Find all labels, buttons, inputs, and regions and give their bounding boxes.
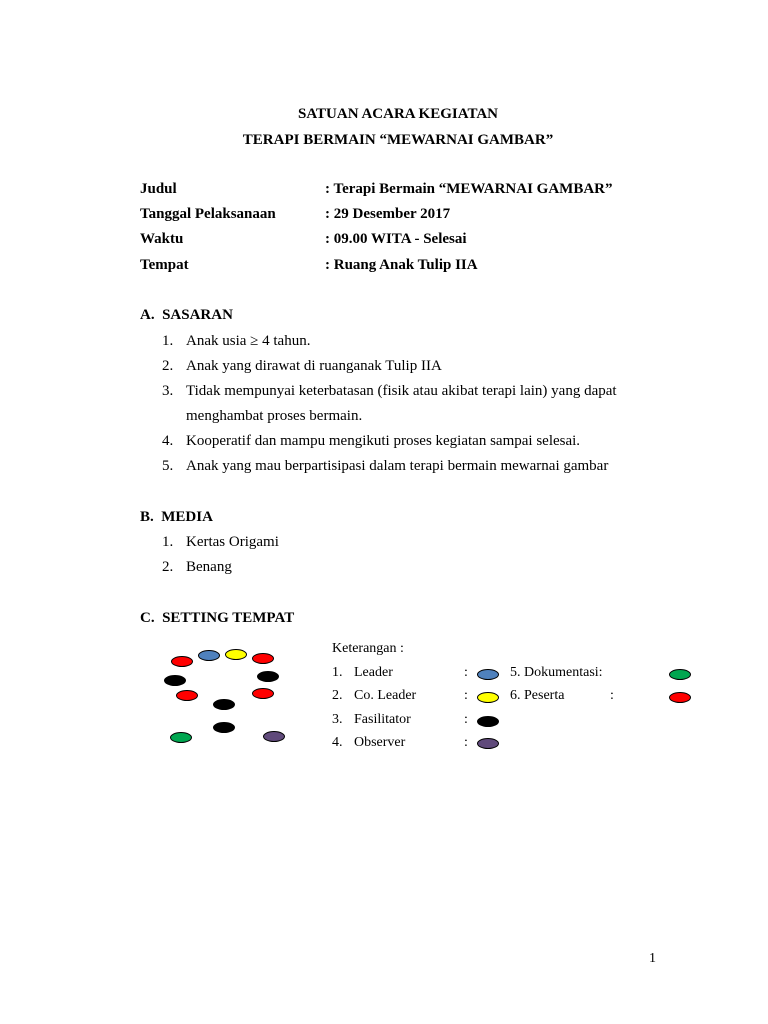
legend-number: 2. bbox=[332, 688, 343, 703]
seat-marker bbox=[252, 653, 274, 664]
legend-swatch bbox=[477, 692, 499, 703]
list-item-number: 4. bbox=[162, 433, 174, 449]
legend-swatch bbox=[669, 669, 691, 680]
list-item: Tidak mempunyai keterbatasan (fisik atau akibat terapi lain) yang dapat bbox=[186, 383, 617, 399]
info-value-waktu: : 09.00 WITA - Selesai bbox=[325, 231, 467, 247]
info-value-tempat: : Ruang Anak Tulip IIA bbox=[325, 257, 478, 273]
section-a-heading: A. SASARAN bbox=[140, 307, 233, 323]
title-line-2: TERAPI BERMAIN “MEWARNAI GAMBAR” bbox=[242, 132, 554, 148]
info-label-waktu: Waktu bbox=[140, 231, 184, 247]
legend-title: Keterangan : bbox=[332, 641, 404, 656]
info-label-tanggal: Tanggal Pelaksanaan bbox=[140, 206, 276, 222]
legend-label: Fasilitator bbox=[354, 712, 411, 727]
legend-swatch bbox=[477, 738, 499, 749]
list-item: Benang bbox=[186, 559, 232, 575]
seat-marker bbox=[164, 675, 186, 686]
legend-colon: : bbox=[464, 735, 468, 750]
legend-label: Observer bbox=[354, 735, 406, 750]
seat-marker bbox=[213, 722, 235, 733]
info-value-judul: : Terapi Bermain “MEWARNAI GAMBAR” bbox=[325, 181, 613, 197]
legend-swatch bbox=[477, 669, 499, 680]
legend-colon: : bbox=[464, 688, 468, 703]
list-item-number: 5. bbox=[162, 458, 174, 474]
list-item: Anak yang dirawat di ruanganak Tulip IIA bbox=[186, 358, 442, 374]
legend-label: 5. Dokumentasi: bbox=[510, 665, 603, 680]
list-item-number: 1. bbox=[162, 333, 174, 349]
legend-label: 6. Peserta bbox=[510, 688, 565, 703]
list-item: Anak usia ≥ 4 tahun. bbox=[186, 333, 311, 349]
list-item-number: 2. bbox=[162, 559, 174, 575]
legend-colon: : bbox=[610, 688, 614, 703]
info-value-tanggal: : 29 Desember 2017 bbox=[325, 206, 451, 222]
list-item: Kertas Origami bbox=[186, 534, 279, 550]
legend-swatch bbox=[477, 716, 499, 727]
seat-marker bbox=[252, 688, 274, 699]
seat-marker bbox=[213, 699, 235, 710]
legend-number: 4. bbox=[332, 735, 343, 750]
page-number: 1 bbox=[649, 951, 656, 966]
info-label-tempat: Tempat bbox=[140, 257, 189, 273]
seat-marker bbox=[225, 649, 247, 660]
seat-marker bbox=[176, 690, 198, 701]
legend-number: 3. bbox=[332, 712, 343, 727]
section-c-heading: C. SETTING TEMPAT bbox=[140, 610, 295, 626]
legend-label: Co. Leader bbox=[354, 688, 417, 703]
legend-colon: : bbox=[464, 665, 468, 680]
legend-colon: : bbox=[464, 712, 468, 727]
list-item-number: 2. bbox=[162, 358, 174, 374]
list-item: Kooperatif dan mampu mengikuti proses kegiatan sampai selesai. bbox=[186, 433, 581, 449]
info-label-judul: Judul bbox=[140, 181, 177, 197]
seat-marker bbox=[170, 732, 192, 743]
legend-number: 1. bbox=[332, 665, 343, 680]
list-item-continuation: menghambat proses bermain. bbox=[186, 408, 363, 424]
seat-marker bbox=[171, 656, 193, 667]
seat-marker bbox=[198, 650, 220, 661]
title-line-1: SATUAN ACARA KEGIATAN bbox=[297, 106, 499, 122]
legend-label: Leader bbox=[354, 665, 393, 680]
list-item-number: 3. bbox=[162, 383, 174, 399]
legend-swatch bbox=[669, 692, 691, 703]
list-item-number: 1. bbox=[162, 534, 174, 550]
seat-marker bbox=[263, 731, 285, 742]
section-b-heading: B. MEDIA bbox=[140, 509, 213, 525]
list-item: Anak yang mau berpartisipasi dalam terapi bermain mewarnai gambar bbox=[186, 458, 609, 474]
seat-marker bbox=[257, 671, 279, 682]
